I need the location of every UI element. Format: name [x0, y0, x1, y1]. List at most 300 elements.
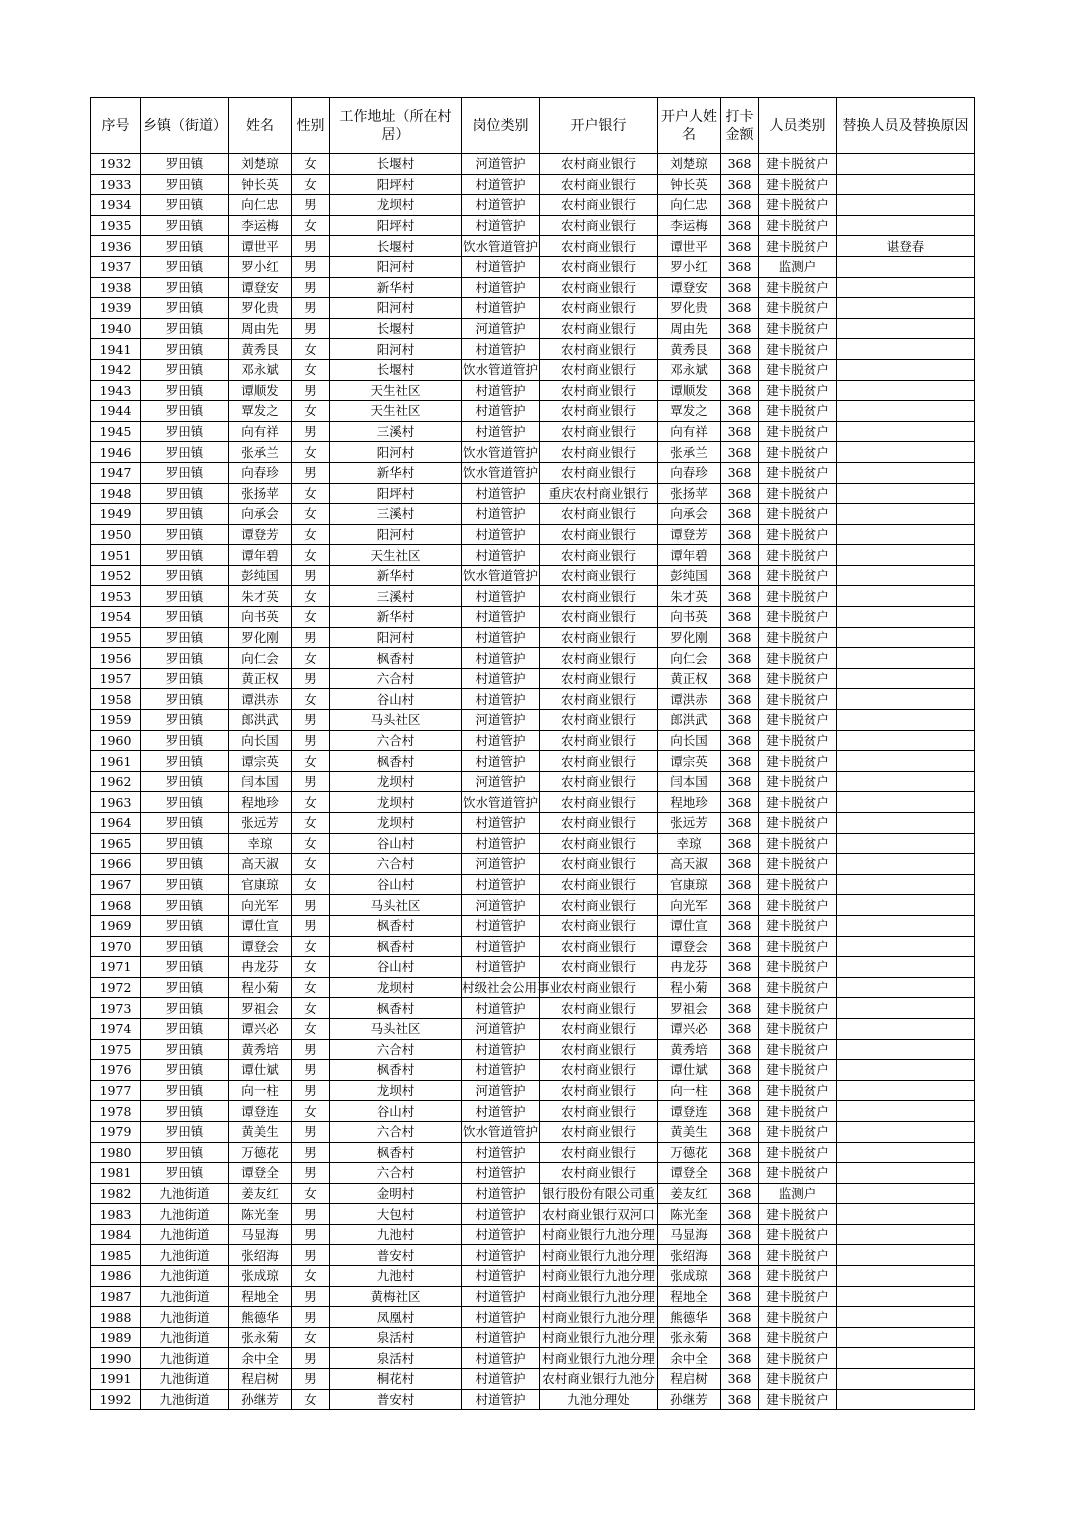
header-replacement: 替换人员及替换原因: [837, 98, 975, 154]
cell-index: 1952: [91, 565, 141, 586]
cell-address: 谷山村: [330, 874, 462, 895]
cell-index: 1991: [91, 1369, 141, 1390]
cell-address: 长堰村: [330, 236, 462, 257]
cell-index: 1968: [91, 895, 141, 916]
cell-post-type: 村道管护: [462, 586, 540, 607]
cell-account-holder: 谭宗英: [658, 751, 721, 772]
cell-index: 1963: [91, 792, 141, 813]
cell-town: 罗田镇: [141, 854, 229, 875]
cell-index: 1958: [91, 689, 141, 710]
cell-account-holder: 钟长英: [658, 174, 721, 195]
table-row: [91, 813, 975, 834]
table-row: [91, 1018, 975, 1039]
cell-name: 黄正权: [229, 668, 292, 689]
table-row: [91, 977, 975, 998]
cell-account-holder: 谭登芳: [658, 524, 721, 545]
table-row: [91, 957, 975, 978]
cell-gender: 男: [292, 1245, 330, 1266]
cell-person-category: 建卡脱贫户: [759, 1369, 837, 1390]
cell-post-type: 村道管护: [462, 380, 540, 401]
cell-bank: 农村商业银行: [540, 1121, 658, 1142]
cell-amount: 368: [721, 1183, 759, 1204]
cell-index: 1971: [91, 957, 141, 978]
cell-town: 罗田镇: [141, 1142, 229, 1163]
cell-address: 天生社区: [330, 380, 462, 401]
cell-bank: 农村商业银行: [540, 1060, 658, 1081]
cell-amount: 368: [721, 545, 759, 566]
cell-account-holder: 罗化刚: [658, 627, 721, 648]
cell-index: 1951: [91, 545, 141, 566]
cell-bank: 农村商业银行: [540, 771, 658, 792]
cell-address: 黄梅社区: [330, 1286, 462, 1307]
table-row: [91, 1369, 975, 1390]
cell-replacement: [837, 833, 975, 854]
cell-gender: 男: [292, 256, 330, 277]
cell-index: 1953: [91, 586, 141, 607]
cell-name: 向长国: [229, 730, 292, 751]
table-row: [91, 751, 975, 772]
cell-bank: 农村商业银行: [540, 813, 658, 834]
cell-name: 向有祥: [229, 421, 292, 442]
cell-post-type: 村道管护: [462, 689, 540, 710]
cell-gender: 女: [292, 998, 330, 1019]
cell-post-type: 村道管护: [462, 277, 540, 298]
cell-address: 大包村: [330, 1204, 462, 1225]
cell-bank: 农村商业银行: [540, 586, 658, 607]
cell-index: 1943: [91, 380, 141, 401]
cell-bank: 村商业银行九池分理: [540, 1245, 658, 1266]
cell-post-type: 村道管护: [462, 751, 540, 772]
cell-gender: 男: [292, 236, 330, 257]
cell-name: 张远芳: [229, 813, 292, 834]
cell-replacement: [837, 442, 975, 463]
cell-address: 六合村: [330, 1039, 462, 1060]
cell-index: 1966: [91, 854, 141, 875]
cell-name: 官康琼: [229, 874, 292, 895]
cell-amount: 368: [721, 1080, 759, 1101]
cell-replacement: [837, 895, 975, 916]
cell-gender: 男: [292, 565, 330, 586]
cell-person-category: 建卡脱贫户: [759, 1266, 837, 1287]
table-row: [91, 1224, 975, 1245]
table-row: [91, 1121, 975, 1142]
cell-town: 九池街道: [141, 1369, 229, 1390]
cell-town: 罗田镇: [141, 689, 229, 710]
cell-gender: 女: [292, 154, 330, 175]
cell-post-type: 村道管护: [462, 1389, 540, 1410]
cell-index: 1937: [91, 256, 141, 277]
cell-post-type: 村道管护: [462, 174, 540, 195]
cell-account-holder: 谭顺发: [658, 380, 721, 401]
cell-index: 1944: [91, 401, 141, 422]
cell-person-category: 建卡脱贫户: [759, 607, 837, 628]
cell-gender: 女: [292, 1018, 330, 1039]
cell-name: 覃发之: [229, 401, 292, 422]
cell-replacement: [837, 359, 975, 380]
cell-person-category: 建卡脱贫户: [759, 1121, 837, 1142]
cell-name: 高天淑: [229, 854, 292, 875]
cell-address: 阳河村: [330, 627, 462, 648]
cell-person-category: 建卡脱贫户: [759, 1080, 837, 1101]
header-amount: 打卡金额: [721, 98, 759, 154]
cell-replacement: [837, 1266, 975, 1287]
cell-address: 枫香村: [330, 751, 462, 772]
cell-person-category: 建卡脱贫户: [759, 359, 837, 380]
cell-gender: 男: [292, 1224, 330, 1245]
cell-gender: 男: [292, 710, 330, 731]
cell-person-category: 建卡脱贫户: [759, 833, 837, 854]
cell-gender: 男: [292, 277, 330, 298]
cell-name: 周由先: [229, 318, 292, 339]
cell-index: 1976: [91, 1060, 141, 1081]
beneficiary-table: [90, 97, 975, 1410]
cell-replacement: [837, 1101, 975, 1122]
cell-amount: 368: [721, 1327, 759, 1348]
cell-name: 程小菊: [229, 977, 292, 998]
cell-replacement: [837, 998, 975, 1019]
cell-amount: 368: [721, 256, 759, 277]
cell-account-holder: 罗祖会: [658, 998, 721, 1019]
cell-bank: 农村商业银行: [540, 751, 658, 772]
table-row: [91, 339, 975, 360]
cell-index: 1960: [91, 730, 141, 751]
cell-index: 1962: [91, 771, 141, 792]
cell-name: 罗小红: [229, 256, 292, 277]
cell-index: 1978: [91, 1101, 141, 1122]
cell-bank: 农村商业银行: [540, 710, 658, 731]
cell-post-type: 河道管护: [462, 710, 540, 731]
cell-amount: 368: [721, 874, 759, 895]
cell-account-holder: 刘楚琼: [658, 154, 721, 175]
cell-index: 1964: [91, 813, 141, 834]
cell-replacement: [837, 1018, 975, 1039]
cell-replacement: [837, 813, 975, 834]
cell-post-type: 饮水管道管护: [462, 442, 540, 463]
cell-address: 长堰村: [330, 154, 462, 175]
table-row: [91, 648, 975, 669]
cell-town: 罗田镇: [141, 359, 229, 380]
cell-bank: 农村商业银行: [540, 957, 658, 978]
cell-bank: 农村商业银行: [540, 977, 658, 998]
cell-account-holder: 张远芳: [658, 813, 721, 834]
cell-gender: 女: [292, 977, 330, 998]
cell-address: 阳河村: [330, 524, 462, 545]
cell-post-type: 河道管护: [462, 1080, 540, 1101]
cell-index: 1954: [91, 607, 141, 628]
cell-replacement: [837, 854, 975, 875]
header-bank: 开户银行: [540, 98, 658, 154]
cell-person-category: 建卡脱贫户: [759, 174, 837, 195]
table-row: [91, 668, 975, 689]
cell-account-holder: 邓永斌: [658, 359, 721, 380]
cell-name: 谭兴必: [229, 1018, 292, 1039]
cell-account-holder: 谭年碧: [658, 545, 721, 566]
table-row: [91, 504, 975, 525]
cell-index: 1990: [91, 1348, 141, 1369]
cell-account-holder: 朱才英: [658, 586, 721, 607]
cell-address: 金明村: [330, 1183, 462, 1204]
cell-bank: 农村商业银行: [540, 1101, 658, 1122]
cell-bank: 农村商业银行: [540, 277, 658, 298]
cell-name: 谭年碧: [229, 545, 292, 566]
cell-account-holder: 张扬苹: [658, 483, 721, 504]
cell-post-type: 村道管护: [462, 1369, 540, 1390]
table-row: [91, 936, 975, 957]
cell-amount: 368: [721, 421, 759, 442]
cell-gender: 女: [292, 813, 330, 834]
cell-person-category: 建卡脱贫户: [759, 1224, 837, 1245]
cell-gender: 男: [292, 1369, 330, 1390]
cell-amount: 368: [721, 668, 759, 689]
cell-address: 马头社区: [330, 1018, 462, 1039]
cell-person-category: 建卡脱贫户: [759, 771, 837, 792]
cell-town: 罗田镇: [141, 833, 229, 854]
cell-town: 罗田镇: [141, 813, 229, 834]
cell-name: 张成琼: [229, 1266, 292, 1287]
cell-post-type: 村道管护: [462, 874, 540, 895]
cell-person-category: 建卡脱贫户: [759, 668, 837, 689]
cell-person-category: 建卡脱贫户: [759, 751, 837, 772]
cell-bank: 农村商业银行: [540, 298, 658, 319]
cell-replacement: [837, 977, 975, 998]
cell-replacement: [837, 483, 975, 504]
cell-town: 九池街道: [141, 1183, 229, 1204]
table-row: [91, 256, 975, 277]
cell-replacement: [837, 215, 975, 236]
cell-town: 罗田镇: [141, 462, 229, 483]
cell-gender: 女: [292, 1183, 330, 1204]
cell-address: 三溪村: [330, 421, 462, 442]
cell-post-type: 饮水管道管护: [462, 462, 540, 483]
cell-amount: 368: [721, 751, 759, 772]
cell-bank: 农村商业银行九池分: [540, 1369, 658, 1390]
cell-gender: 女: [292, 689, 330, 710]
table-row: [91, 421, 975, 442]
cell-post-type: 河道管护: [462, 854, 540, 875]
cell-town: 罗田镇: [141, 915, 229, 936]
cell-index: 1985: [91, 1245, 141, 1266]
cell-post-type: 村道管护: [462, 668, 540, 689]
cell-replacement: [837, 710, 975, 731]
cell-amount: 368: [721, 957, 759, 978]
cell-index: 1956: [91, 648, 141, 669]
cell-account-holder: 谭登会: [658, 936, 721, 957]
cell-town: 九池街道: [141, 1389, 229, 1410]
cell-person-category: 建卡脱贫户: [759, 710, 837, 731]
cell-account-holder: 黄美生: [658, 1121, 721, 1142]
cell-address: 谷山村: [330, 957, 462, 978]
cell-gender: 男: [292, 318, 330, 339]
cell-amount: 368: [721, 1266, 759, 1287]
cell-post-type: 村道管护: [462, 1224, 540, 1245]
cell-bank: 农村商业银行: [540, 545, 658, 566]
cell-town: 罗田镇: [141, 545, 229, 566]
cell-name: 谭登会: [229, 936, 292, 957]
cell-post-type: 河道管护: [462, 154, 540, 175]
cell-town: 罗田镇: [141, 483, 229, 504]
cell-index: 1934: [91, 195, 141, 216]
table-row: [91, 359, 975, 380]
cell-gender: 女: [292, 1101, 330, 1122]
cell-replacement: [837, 792, 975, 813]
cell-amount: 368: [721, 689, 759, 710]
cell-person-category: 监测户: [759, 1183, 837, 1204]
cell-bank: 农村商业银行: [540, 504, 658, 525]
cell-name: 郎洪武: [229, 710, 292, 731]
header-index: 序号: [91, 98, 141, 154]
cell-town: 罗田镇: [141, 895, 229, 916]
cell-town: 罗田镇: [141, 380, 229, 401]
cell-amount: 368: [721, 236, 759, 257]
cell-gender: 男: [292, 1121, 330, 1142]
cell-index: 1938: [91, 277, 141, 298]
cell-amount: 368: [721, 174, 759, 195]
cell-address: 六合村: [330, 1163, 462, 1184]
cell-address: 龙坝村: [330, 771, 462, 792]
cell-gender: 女: [292, 504, 330, 525]
cell-amount: 368: [721, 154, 759, 175]
cell-name: 程启树: [229, 1369, 292, 1390]
cell-town: 罗田镇: [141, 710, 229, 731]
cell-name: 黄秀艮: [229, 339, 292, 360]
cell-gender: 男: [292, 627, 330, 648]
cell-address: 长堰村: [330, 359, 462, 380]
cell-town: 罗田镇: [141, 874, 229, 895]
cell-bank: 重庆农村商业银行: [540, 483, 658, 504]
cell-bank: 农村商业银行双河口: [540, 1204, 658, 1225]
cell-address: 普安村: [330, 1389, 462, 1410]
cell-name: 谭登全: [229, 1163, 292, 1184]
cell-bank: 农村商业银行: [540, 154, 658, 175]
cell-address: 六合村: [330, 854, 462, 875]
header-address: 工作地址（所在村居）: [330, 98, 462, 154]
cell-gender: 女: [292, 339, 330, 360]
cell-replacement: [837, 277, 975, 298]
cell-name: 张扬苹: [229, 483, 292, 504]
cell-index: 1969: [91, 915, 141, 936]
cell-post-type: 村道管护: [462, 957, 540, 978]
cell-name: 向书英: [229, 607, 292, 628]
cell-account-holder: 谭仕宣: [658, 915, 721, 936]
table-row: [91, 1080, 975, 1101]
cell-account-holder: 彭纯国: [658, 565, 721, 586]
cell-address: 谷山村: [330, 833, 462, 854]
table-row: [91, 401, 975, 422]
cell-account-holder: 官康琼: [658, 874, 721, 895]
cell-town: 罗田镇: [141, 174, 229, 195]
cell-account-holder: 谭兴必: [658, 1018, 721, 1039]
cell-name: 谭顺发: [229, 380, 292, 401]
cell-bank: 农村商业银行: [540, 648, 658, 669]
cell-post-type: 村道管护: [462, 1286, 540, 1307]
cell-person-category: 建卡脱贫户: [759, 1348, 837, 1369]
cell-town: 罗田镇: [141, 936, 229, 957]
cell-replacement: [837, 607, 975, 628]
cell-account-holder: 谭洪赤: [658, 689, 721, 710]
table-row: [91, 586, 975, 607]
cell-gender: 男: [292, 1039, 330, 1060]
cell-town: 罗田镇: [141, 504, 229, 525]
cell-replacement: [837, 1121, 975, 1142]
cell-gender: 女: [292, 648, 330, 669]
cell-account-holder: 张绍海: [658, 1245, 721, 1266]
cell-account-holder: 罗化贵: [658, 298, 721, 319]
cell-index: 1981: [91, 1163, 141, 1184]
cell-name: 谭洪赤: [229, 689, 292, 710]
cell-account-holder: 黄秀培: [658, 1039, 721, 1060]
cell-post-type: 村道管护: [462, 1142, 540, 1163]
cell-person-category: 建卡脱贫户: [759, 792, 837, 813]
cell-index: 1942: [91, 359, 141, 380]
cell-address: 普安村: [330, 1245, 462, 1266]
cell-town: 罗田镇: [141, 586, 229, 607]
cell-replacement: [837, 1224, 975, 1245]
cell-account-holder: 冉龙芬: [658, 957, 721, 978]
cell-index: 1959: [91, 710, 141, 731]
cell-gender: 女: [292, 174, 330, 195]
cell-town: 罗田镇: [141, 771, 229, 792]
cell-post-type: 村道管护: [462, 1101, 540, 1122]
cell-post-type: 村道管护: [462, 1245, 540, 1266]
cell-amount: 368: [721, 565, 759, 586]
cell-post-type: 村道管护: [462, 545, 540, 566]
cell-name: 闫本国: [229, 771, 292, 792]
cell-person-category: 建卡脱贫户: [759, 874, 837, 895]
cell-person-category: 建卡脱贫户: [759, 462, 837, 483]
cell-bank: 农村商业银行: [540, 1080, 658, 1101]
cell-town: 罗田镇: [141, 648, 229, 669]
table-row: [91, 1204, 975, 1225]
cell-post-type: 村道管护: [462, 1327, 540, 1348]
cell-person-category: 建卡脱贫户: [759, 421, 837, 442]
cell-index: 1935: [91, 215, 141, 236]
cell-town: 罗田镇: [141, 318, 229, 339]
cell-town: 九池街道: [141, 1327, 229, 1348]
cell-name: 谭宗英: [229, 751, 292, 772]
cell-account-holder: 万德花: [658, 1142, 721, 1163]
cell-amount: 368: [721, 895, 759, 916]
cell-town: 九池街道: [141, 1204, 229, 1225]
cell-amount: 368: [721, 462, 759, 483]
cell-name: 李运梅: [229, 215, 292, 236]
cell-bank: 农村商业银行: [540, 833, 658, 854]
cell-town: 罗田镇: [141, 1080, 229, 1101]
cell-replacement: [837, 1245, 975, 1266]
cell-address: 阳河村: [330, 256, 462, 277]
cell-post-type: 村道管护: [462, 339, 540, 360]
cell-account-holder: 向春珍: [658, 462, 721, 483]
cell-town: 罗田镇: [141, 792, 229, 813]
cell-address: 桐花村: [330, 1369, 462, 1390]
cell-replacement: 谌登春: [837, 236, 975, 257]
cell-account-holder: 程启树: [658, 1369, 721, 1390]
cell-bank: 农村商业银行: [540, 874, 658, 895]
cell-post-type: 村道管护: [462, 936, 540, 957]
cell-amount: 368: [721, 710, 759, 731]
cell-account-holder: 向长国: [658, 730, 721, 751]
cell-amount: 368: [721, 1060, 759, 1081]
cell-amount: 368: [721, 1369, 759, 1390]
cell-name: 向仁忠: [229, 195, 292, 216]
cell-account-holder: 谭登连: [658, 1101, 721, 1122]
cell-replacement: [837, 154, 975, 175]
cell-post-type: 村道管护: [462, 1060, 540, 1081]
cell-account-holder: 马显海: [658, 1224, 721, 1245]
cell-amount: 368: [721, 483, 759, 504]
cell-town: 罗田镇: [141, 607, 229, 628]
cell-person-category: 建卡脱贫户: [759, 154, 837, 175]
table-row: [91, 1307, 975, 1328]
